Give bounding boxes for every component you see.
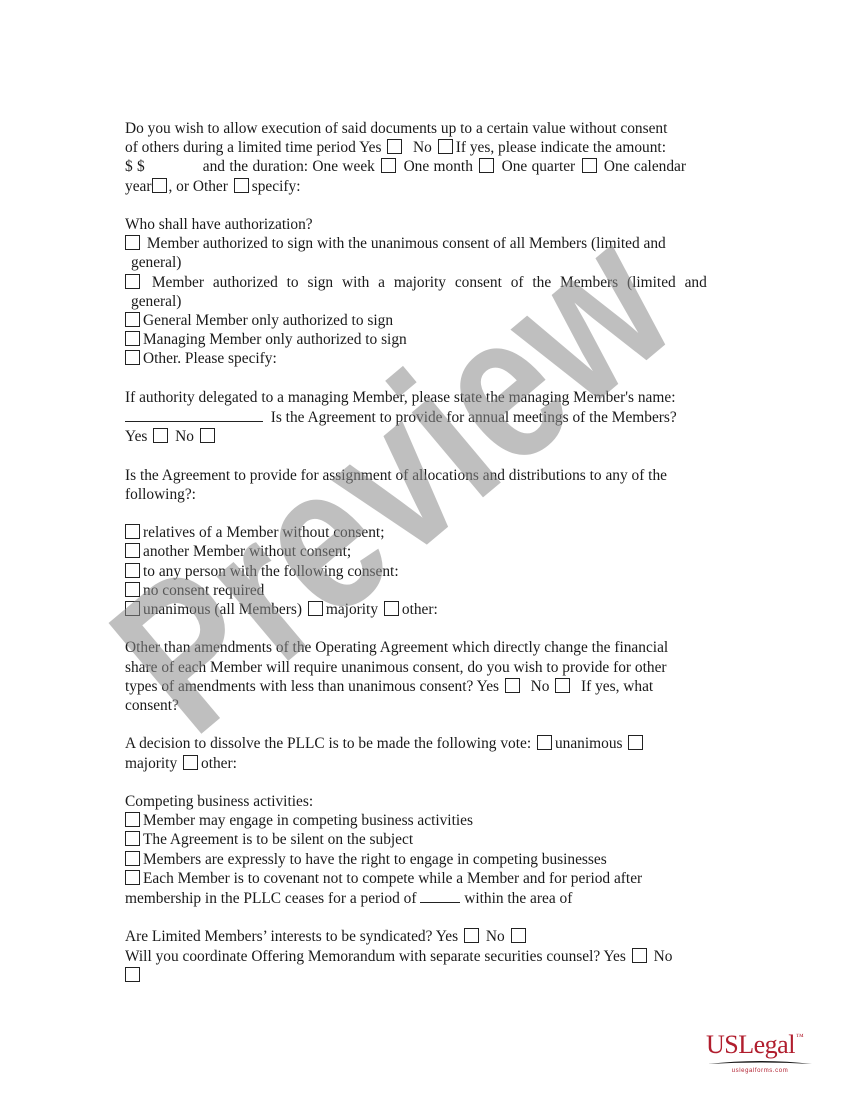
document-page [125, 119, 725, 1004]
logo-brand [706, 1024, 824, 1058]
syndicated-yes-label: Are Limited Members’ interests to be syndicated? Yes [125, 928, 459, 946]
authorization-section [125, 215, 725, 369]
amendments-no-label: No [530, 677, 550, 695]
auth-general-label: General Member only authorized to sign [143, 312, 394, 330]
auth-other-checkbox[interactable] [125, 350, 140, 365]
label-other: , or Other [168, 177, 228, 195]
label-yes: Yes [125, 428, 148, 446]
syndicated-no-label: No [485, 928, 505, 946]
dissolve-majority-checkbox[interactable] [628, 735, 643, 750]
assignment-options [125, 523, 725, 619]
dissolve-unanimous-label: unanimous [554, 735, 623, 753]
competing-option-silent [125, 830, 725, 849]
auth-other-label: Other. Please specify: [143, 350, 277, 368]
assign-option-vote [125, 600, 725, 619]
managing-line-2 [125, 407, 725, 427]
dissolve-other-label: other: [201, 754, 237, 772]
dissolve-unanimous-checkbox[interactable] [537, 735, 552, 750]
auth-option-unanimous [125, 234, 725, 253]
dissolve-other-checkbox[interactable] [183, 755, 198, 770]
managing-section [125, 388, 725, 447]
assignment-line-1: Is the Agreement to provide for assignment of allocations and distributions to any of the [125, 466, 667, 484]
label-one-quarter: One quarter [501, 158, 576, 176]
auth-unanimous-checkbox[interactable] [125, 235, 140, 250]
amendments-no-checkbox[interactable] [555, 678, 570, 693]
watermark-text: Preview [95, 240, 755, 776]
assign-any-person-label: to any person with the following consent: [143, 562, 399, 580]
competing-silent-label: The Agreement is to be silent on the subject [143, 831, 414, 849]
syndicated-yes-checkbox[interactable] [464, 928, 479, 943]
syndicated-no-checkbox[interactable] [511, 928, 526, 943]
amendments-line-1: Other than amendments of the Operating Agreement which directly change the financial [125, 639, 669, 657]
amendments-line-3 [125, 677, 725, 696]
covenant-period-field[interactable] [420, 888, 460, 903]
covenant-area-label: within the area of [464, 890, 573, 908]
competing-heading: Competing business activities: [125, 793, 314, 810]
managing-line-1: If authority delegated to a managing Member, please state the managing Member's name: [125, 388, 676, 406]
amendments-line-4: consent? [125, 697, 179, 715]
assign-option-relatives [125, 523, 725, 542]
one-week-checkbox[interactable] [381, 158, 396, 173]
competing-engage-checkbox[interactable] [125, 812, 140, 827]
logo-brand-text: USLegal [706, 1030, 795, 1059]
authorization-heading: Who shall have authorization? [125, 216, 313, 233]
value-line-3 [125, 157, 725, 176]
amendments-line-2: share of each Member will require unanimous consent, do you wish to provide for other [125, 658, 667, 676]
assign-unanimous-checkbox[interactable] [125, 601, 140, 616]
competing-silent-checkbox[interactable] [125, 831, 140, 846]
assign-option-member [125, 542, 725, 561]
competing-covenant-label: Each Member is to covenant not to compete while a Member and for period after [143, 869, 643, 887]
managing-name-field[interactable] [125, 407, 263, 422]
dissolve-section [125, 734, 725, 772]
assign-no-consent-label: no consent required [143, 581, 265, 599]
logo-url: uslegalforms.com [731, 1068, 789, 1074]
annual-no-checkbox[interactable] [200, 428, 215, 443]
value-line-4 [125, 177, 725, 196]
label-no: No [175, 428, 194, 446]
syndicated-line-1 [125, 927, 725, 946]
assignment-line-2: following?: [125, 485, 196, 503]
label-one-month: One month [403, 158, 473, 176]
dissolve-label: A decision to dissolve the PLLC is to be made the following vote: [125, 735, 532, 753]
assign-member-checkbox[interactable] [125, 543, 140, 558]
auth-option-majority [125, 273, 725, 292]
competing-right-label: Members are expressly to have the right to engage in competing businesses [143, 850, 607, 868]
competing-covenant-checkbox[interactable] [125, 870, 140, 885]
counsel-no-label: No [653, 947, 673, 965]
one-year-checkbox[interactable] [152, 178, 167, 193]
auth-option-general [125, 311, 725, 330]
assign-no-consent-checkbox[interactable] [125, 582, 140, 597]
assign-majority-label: majority [325, 601, 379, 619]
dissolve-majority-label: majority [125, 754, 178, 772]
annual-yes-checkbox[interactable] [153, 428, 168, 443]
assign-option-any-person [125, 562, 725, 581]
assign-unanimous-label: unanimous (all Members) [143, 601, 303, 619]
amendments-if-yes-label: If yes, what [580, 677, 654, 695]
auth-option-managing [125, 330, 725, 349]
competing-covenant-line-2 [125, 888, 725, 908]
dissolve-line-2 [125, 754, 725, 773]
label-time-period: of others during a limited time period Yes [125, 139, 382, 157]
logo-swoosh-icon [706, 1059, 814, 1067]
assignment-section [125, 466, 725, 504]
syndicated-line-3 [125, 966, 725, 985]
dissolve-line-1 [125, 734, 725, 753]
competing-option-right [125, 850, 725, 869]
one-month-checkbox[interactable] [479, 158, 494, 173]
amendments-yes-label: types of amendments with less than unanimous consent? Yes [125, 677, 500, 695]
yes-checkbox[interactable] [387, 139, 402, 154]
label-one-calendar: One calendar [603, 158, 687, 176]
managing-line-3 [125, 427, 725, 446]
label-duration: and the duration: One week [202, 158, 375, 176]
value-line-2 [125, 138, 725, 157]
amendments-section [125, 638, 725, 715]
amount-field[interactable]: $ $ [125, 158, 145, 176]
assign-majority-checkbox[interactable] [308, 601, 323, 616]
value-section [125, 119, 725, 196]
amendments-yes-checkbox[interactable] [505, 678, 520, 693]
competing-option-covenant [125, 869, 725, 888]
counsel-yes-label: Will you coordinate Offering Memorandum with separate securities counsel? Yes [125, 947, 626, 965]
assign-relatives-label: relatives of a Member without consent; [143, 524, 385, 542]
value-line-1: Do you wish to allow execution of said documents up to a certain value without consent [125, 120, 668, 137]
assign-member-label: another Member without consent; [143, 543, 352, 561]
uslegal-logo [706, 1024, 824, 1074]
label-year: year [125, 177, 152, 195]
assign-other-label: other: [401, 601, 438, 619]
one-quarter-checkbox[interactable] [582, 158, 597, 173]
competing-right-checkbox[interactable] [125, 851, 140, 866]
auth-general-checkbox[interactable] [125, 312, 140, 327]
auth-unanimous-label: Member authorized to sign with the unanimous consent of all Members (limited and [146, 235, 666, 253]
label-amount: If yes, please indicate the amount: [455, 139, 666, 157]
logo-tm: ™ [795, 1032, 804, 1041]
syndicated-section [125, 927, 725, 985]
counsel-no-checkbox[interactable] [125, 967, 140, 982]
competing-option-engage [125, 811, 725, 830]
counsel-yes-checkbox[interactable] [632, 948, 647, 963]
assign-option-no-consent [125, 581, 725, 600]
assign-relatives-checkbox[interactable] [125, 524, 140, 539]
covenant-period-label: membership in the PLLC ceases for a period of [125, 890, 417, 908]
label-no: No [413, 139, 432, 157]
no-checkbox[interactable] [438, 139, 453, 154]
auth-majority-continuation: general) [131, 292, 182, 310]
syndicated-line-2 [125, 947, 725, 966]
auth-managing-label: Managing Member only authorized to sign [143, 331, 407, 349]
competing-section [125, 792, 725, 908]
competing-engage-label: Member may engage in competing business activities [143, 812, 473, 830]
assign-any-person-checkbox[interactable] [125, 563, 140, 578]
label-specify: specify: [251, 177, 301, 195]
auth-unanimous-continuation: general) [131, 254, 182, 272]
other-duration-checkbox[interactable] [234, 178, 249, 193]
auth-majority-label: Member authorized to sign with a majority consent of the Members (limited and [151, 273, 707, 291]
annual-meetings-label: Is the Agreement to provide for annual meetings of the Members? [270, 409, 677, 427]
auth-option-other [125, 349, 725, 368]
auth-majority-checkbox[interactable] [125, 274, 140, 289]
assign-other-checkbox[interactable] [384, 601, 399, 616]
auth-managing-checkbox[interactable] [125, 331, 140, 346]
